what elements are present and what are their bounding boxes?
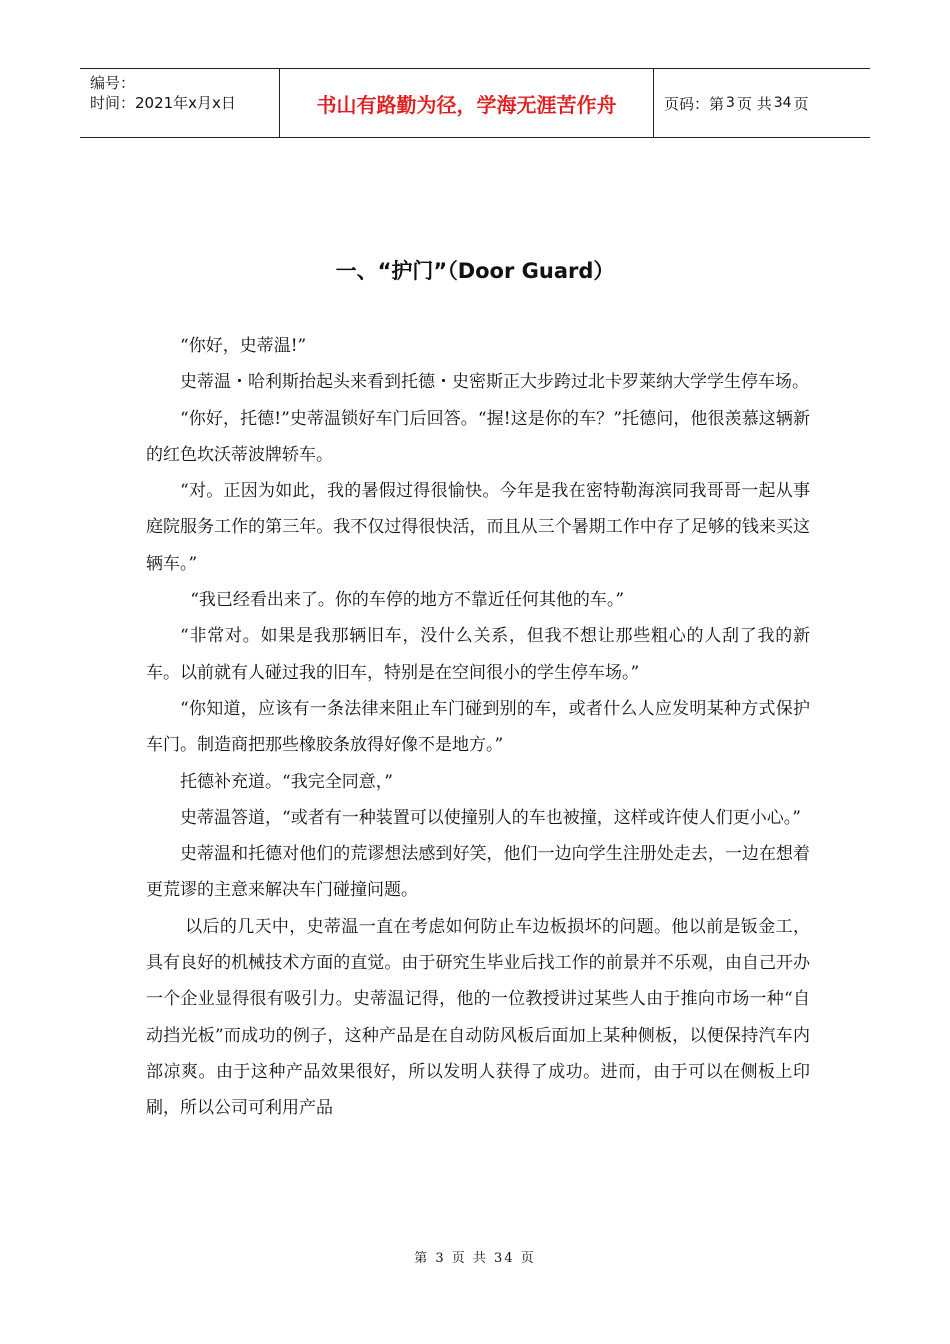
page-total: 34 — [773, 95, 792, 111]
page-label-mid: 页 共 — [736, 94, 772, 113]
motto-text: 书山有路勤为径，学海无涯苦作舟 — [316, 92, 617, 117]
paragraph: “你知道，应该有一条法律来阻止车门碰到别的车，或者什么人应发明某种方式保护车门。制造商把那些橡胶条放得好像不是地方。” — [146, 698, 810, 756]
paragraph: 托德补充道。“我完全同意，” — [180, 771, 393, 792]
number-label: 编号： — [90, 74, 136, 92]
page-footer: 第 3 页 共 34 页 — [414, 1251, 536, 1266]
document-header — [80, 68, 870, 138]
paragraph: 史蒂温・哈利斯抬起头来看到托德・史密斯正大步跨过北卡罗莱纳大学学生停车场。 — [180, 372, 809, 393]
section-title: 一、“护门”（Door Guard） — [335, 259, 615, 283]
paragraph: “对。正因为如此，我的暑假过得很愉快。今年是我在密特勒海滨同我哥哥一起从事庭院服务工作的第三年。我不仅过得很快活，而且从三个暑期工作中存了足够的钱来买这辆车。” — [146, 481, 810, 574]
paragraph: “非常对。如果是我那辆旧车，没什么关系，但我不想让那些粗心的人刮了我的新车。以前就有人碰过我的旧车，特别是在空间很小的学生停车场。” — [146, 626, 810, 683]
paragraph: “我已经看出来了。你的车停的地方不靠近任何其他的车。” — [190, 590, 625, 611]
paragraph: “你好，史蒂温!” — [180, 336, 307, 356]
header-page-cell — [654, 69, 870, 137]
paragraph: 史蒂温答道，“或者有一种装置可以使撞别人的车也被撞，这样或许使人们更小心。” — [180, 807, 801, 828]
time-label: 时间：2021年x月x日 — [90, 94, 236, 112]
body-text — [146, 328, 810, 1127]
header-info-cell — [80, 69, 280, 137]
paragraph: “你好，托德!”史蒂温锁好车门后回答。“握!这是你的车？”托德问，他很羡慕这辆新的红色坎沃蒂波牌轿车。 — [146, 408, 810, 465]
page-current: 3 — [726, 95, 735, 111]
paragraph: 以后的几天中，史蒂温一直在考虑如何防止车边板损坏的问题。他以前是钣金工，具有良好的机械技术方面的直觉。由于研究生毕业后找工作的前景并不乐观，由自己开办一个企业显得很有吸引力。史蒂温记得，他的一位教授讲过某些人由于推向市场一种“自动挡光板”而成功的例子，这种产品是在自动防风板后面加上某种侧板，以便保持汽车内部凉爽。由于这种产品效果很好，所以发明人获得了成功。进而，由于可以在侧板上印刷，所以公司可利用产品 — [146, 916, 810, 1119]
page-label-prefix: 页码：第 — [664, 94, 725, 113]
page-label-suffix: 页 — [793, 94, 809, 113]
paragraph: 史蒂温和托德对他们的荒谬想法感到好笑，他们一边向学生注册处走去，一边在想着更荒谬的主意来解决车门碰撞问题。 — [146, 844, 810, 901]
header-motto-cell — [280, 69, 654, 137]
